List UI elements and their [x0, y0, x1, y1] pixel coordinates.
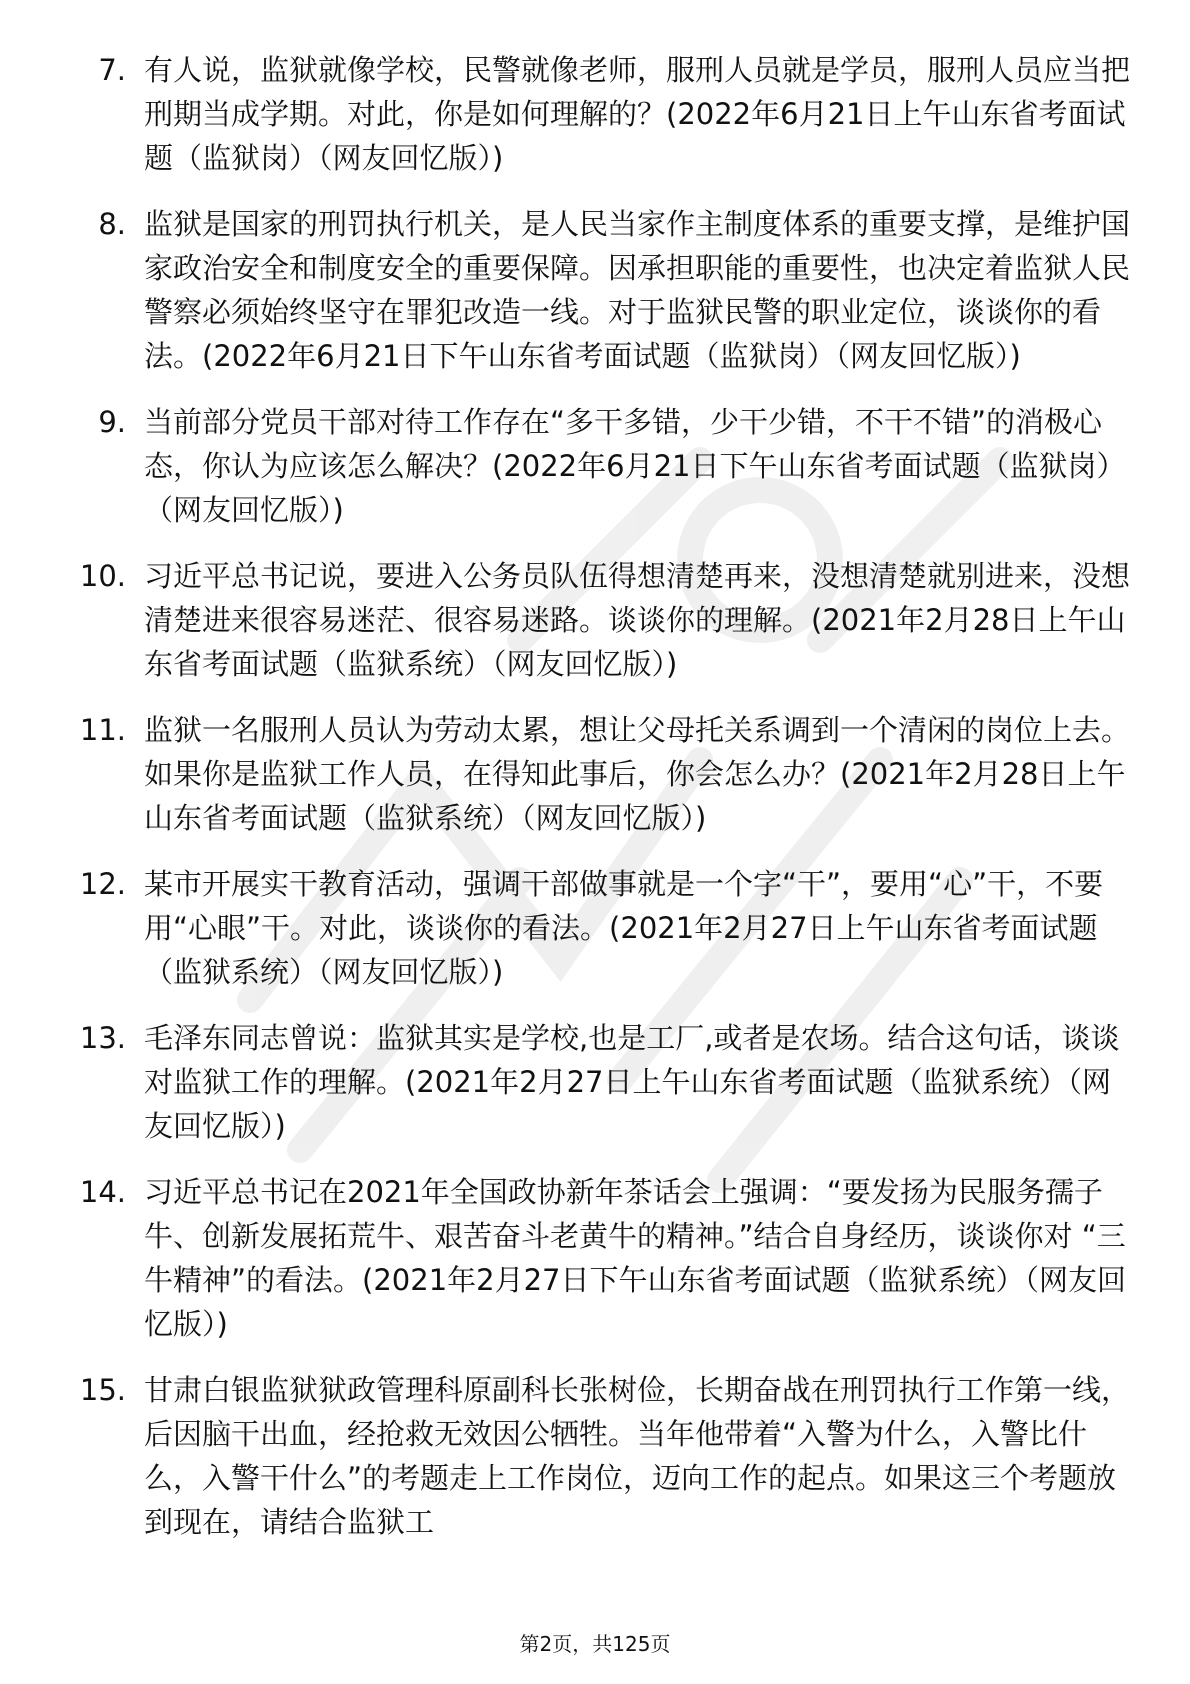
question-number: 14.	[79, 1175, 126, 1209]
question-item-8	[70, 202, 1130, 378]
question-number: 12.	[79, 867, 126, 901]
question-text: 监狱是国家的刑罚执行机关，是人民当家作主制度体系的重要支撑，是维护国家政治安全和制度安全的重要保障。因承担职能的重要性，也决定着监狱人民警察必须始终坚守在罪犯改造一线。对于监狱民警的职业定位，谈谈你的看法。(2022年6月21日下午山东省考面试题（监狱岗）（网友回忆版）)	[144, 207, 1131, 373]
question-number: 11.	[79, 713, 126, 747]
question-number: 15.	[79, 1373, 126, 1407]
question-list	[70, 48, 1130, 1566]
question-item-12	[70, 862, 1130, 994]
question-item-9	[70, 400, 1130, 532]
question-item-11	[70, 708, 1130, 840]
question-number: 10.	[79, 559, 126, 593]
question-text: 甘肃白银监狱狱政管理科原副科长张树俭，长期奋战在刑罚执行工作第一线，后因脑干出血，经抢救无效因公牺牲。当年他带着“入警为什么，入警比什么，入警干什么”的考题走上工作岗位，迈向工作的起点。如果这三个考题放到现在，请结合监狱工	[144, 1373, 1131, 1539]
question-text: 当前部分党员干部对待工作存在“多干多错，少干少错，不干不错”的消极心态，你认为应该怎么解决？(2022年6月21日下午山东省考面试题（监狱岗）（网友回忆版）)	[144, 405, 1126, 527]
question-item-15	[70, 1368, 1130, 1544]
question-item-13	[70, 1016, 1130, 1148]
question-item-14	[70, 1170, 1130, 1346]
question-text: 习近平总书记在2021年全国政协新年茶话会上强调：“要发扬为民服务孺子牛、创新发展拓荒牛、艰苦奋斗老黄牛的精神。”结合自身经历，谈谈你对 “三牛精神”的看法。(2021年2月27日下午山东省考面试题（监狱系统）（网友回忆版）)	[144, 1175, 1126, 1341]
page-number-footer: 第2页，共125页	[519, 1632, 671, 1656]
question-text: 习近平总书记说，要进入公务员队伍得想清楚再来，没想清楚就别进来，没想清楚进来很容易迷茫、很容易迷路。谈谈你的理解。(2021年2月28日上午山东省考面试题（监狱系统）（网友回忆版）)	[144, 559, 1131, 681]
question-item-7	[70, 48, 1130, 180]
question-number: 13.	[79, 1021, 126, 1055]
question-text: 毛泽东同志曾说：监狱其实是学校,也是工厂,或者是农场。结合这句话，谈谈对监狱工作的理解。(2021年2月27日上午山东省考面试题（监狱系统）（网友回忆版）)	[144, 1021, 1120, 1143]
question-text: 有人说，监狱就像学校，民警就像老师，服刑人员就是学员，服刑人员应当把刑期当成学期。对此，你是如何理解的？(2022年6月21日上午山东省考面试题（监狱岗）（网友回忆版）)	[144, 53, 1131, 175]
question-text: 某市开展实干教育活动，强调干部做事就是一个字“干”，要用“心”干，不要用“心眼”干。对此，谈谈你的看法。(2021年2月27日上午山东省考面试题（监狱系统）（网友回忆版）)	[144, 867, 1104, 989]
question-number: 7.	[98, 53, 126, 87]
question-number: 9.	[98, 405, 126, 439]
question-number: 8.	[98, 207, 126, 241]
question-item-10	[70, 554, 1130, 686]
question-text: 监狱一名服刑人员认为劳动太累，想让父母托关系调到一个清闲的岗位上去。如果你是监狱工作人员，在得知此事后，你会怎么办？(2021年2月28日上午山东省考面试题（监狱系统）（网友回忆版）)	[144, 713, 1131, 835]
